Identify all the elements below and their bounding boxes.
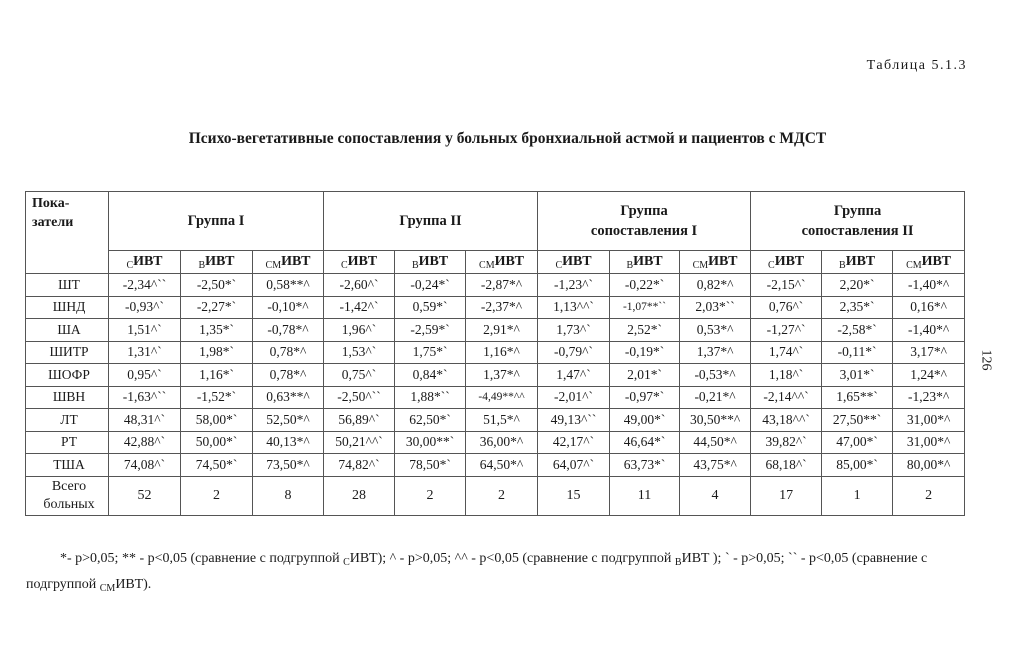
table-cell: 0,78*^ — [253, 364, 324, 387]
table-cell: 1,75*` — [395, 341, 466, 364]
row-label: ЛТ — [26, 409, 109, 432]
table-cell: -0,53*^ — [680, 364, 751, 387]
table-cell: 42,17^` — [538, 431, 610, 454]
table-cell: 80,00*^ — [893, 454, 965, 477]
table-row — [26, 296, 965, 319]
table-cell: 1,53^` — [324, 341, 395, 364]
footnote-text-2: ИВТ); ^ - p>0,05; ^^ - p<0,05 (сравнение с подгруппой — [349, 551, 675, 566]
subgroup-label: ИВТ — [205, 253, 235, 269]
table-cell: 1,98*` — [181, 341, 253, 364]
table-cell: -1,40*^ — [893, 274, 965, 297]
table-cell: 73,50*^ — [253, 454, 324, 477]
table-cell: 39,82^` — [751, 431, 822, 454]
table-cell: 36,00*^ — [466, 431, 538, 454]
table-cell: 1,96^` — [324, 319, 395, 342]
table-cell: 0,76^` — [751, 296, 822, 319]
subgroup-label: ИВТ — [418, 253, 449, 269]
total-cell: 2 — [395, 476, 466, 515]
table-cell: 0,82*^ — [680, 274, 751, 297]
subgroup-subscript: СМ — [479, 259, 495, 271]
document-title: Психо-вегетативные сопоставления у больных бронхиальной астмой и пациентов с МДСТ — [188, 130, 827, 147]
table-cell: 1,13^^` — [538, 296, 610, 319]
table-cell: 43,18^^` — [751, 409, 822, 432]
subgroup-subscript: С — [555, 259, 563, 271]
table-cell: 2,35*` — [822, 296, 893, 319]
table-cell: 2,03*`` — [680, 296, 751, 319]
total-cell: 1 — [822, 476, 893, 515]
subgroup-header — [751, 251, 822, 274]
psycho-vegetative-table — [25, 191, 965, 516]
table-cell: 1,74^` — [751, 341, 822, 364]
table-cell: 2,91*^ — [466, 319, 538, 342]
table-cell: 40,13*^ — [253, 431, 324, 454]
subgroup-label: ИВТ — [845, 253, 876, 269]
table-cell: 44,50*^ — [680, 431, 751, 454]
table-cell: 31,00*^ — [893, 431, 965, 454]
table-cell: -0,79^` — [538, 341, 610, 364]
table-row — [26, 274, 965, 297]
subgroup-header — [893, 251, 965, 274]
table-cell: 51,5*^ — [466, 409, 538, 432]
table-cell: 62,50*` — [395, 409, 466, 432]
table-cell: 74,08^` — [109, 454, 181, 477]
table-cell: 2,20*` — [822, 274, 893, 297]
subgroup-subscript: В — [198, 259, 206, 271]
table-cell: 56,89^` — [324, 409, 395, 432]
total-cell: 2 — [181, 476, 253, 515]
subgroup-label: ИВТ — [494, 253, 524, 269]
table-cell: 1,16*^ — [466, 341, 538, 364]
row-label: ШНД — [26, 296, 109, 319]
subgroup-header — [395, 251, 466, 274]
table-cell: 1,37*^ — [680, 341, 751, 364]
table-cell: -4,49**^^ — [466, 386, 538, 409]
table-cell: 0,75^` — [324, 364, 395, 387]
table-cell: 0,78*^ — [253, 341, 324, 364]
table-row — [26, 364, 965, 387]
table-cell: 1,47^` — [538, 364, 610, 387]
row-label: ТША — [26, 454, 109, 477]
table-cell: -0,11*` — [822, 341, 893, 364]
footnote-sub-3: СМ — [99, 583, 116, 594]
subgroup-header — [538, 251, 610, 274]
table-cell: 0,84*` — [395, 364, 466, 387]
subgroup-header — [610, 251, 680, 274]
subgroup-header-row — [26, 251, 965, 274]
table-cell: -0,78*^ — [253, 319, 324, 342]
table-cell: 64,07^` — [538, 454, 610, 477]
subgroup-label: ИВТ — [281, 253, 311, 269]
table-cell: 46,64*` — [610, 431, 680, 454]
table-cell: 30,00**` — [395, 431, 466, 454]
total-label: Всего больных — [26, 476, 109, 515]
table-cell: -2,01^` — [538, 386, 610, 409]
row-label: ШИТР — [26, 341, 109, 364]
total-cell: 2 — [893, 476, 965, 515]
group-header: Группа II — [324, 192, 538, 251]
table-cell: 42,88^` — [109, 431, 181, 454]
total-cell: 17 — [751, 476, 822, 515]
page-number: 126 — [978, 349, 994, 371]
subgroup-subscript: В — [412, 259, 419, 271]
subgroup-label: ИВТ — [133, 253, 163, 269]
footnote-text-4: ИВТ). — [115, 577, 152, 592]
table-cell: -0,24*` — [395, 274, 466, 297]
total-cell: 11 — [610, 476, 680, 515]
table-cell: -2,59*` — [395, 319, 466, 342]
table-cell: -2,50^`` — [324, 386, 395, 409]
subgroup-label: ИВТ — [562, 253, 592, 269]
total-cell: 4 — [680, 476, 751, 515]
row-label: ШОФР — [26, 364, 109, 387]
table-cell: 1,18^` — [751, 364, 822, 387]
row-label: РТ — [26, 431, 109, 454]
subgroup-header — [822, 251, 893, 274]
table-cell: -1,40*^ — [893, 319, 965, 342]
row-label: ША — [26, 319, 109, 342]
row-label: ШТ — [26, 274, 109, 297]
table-row — [26, 454, 965, 477]
table-cell: 0,59*` — [395, 296, 466, 319]
table-cell: 74,82^` — [324, 454, 395, 477]
table-cell: 49,00*` — [610, 409, 680, 432]
table-cell: 3,01*` — [822, 364, 893, 387]
table-cell: 0,16*^ — [893, 296, 965, 319]
subgroup-label: ИВТ — [774, 253, 805, 269]
table-cell: 78,50*` — [395, 454, 466, 477]
table-cell: -1,23*^ — [893, 386, 965, 409]
table-row — [26, 431, 965, 454]
table-cell: -1,27^` — [751, 319, 822, 342]
table-row — [26, 409, 965, 432]
subgroup-header — [253, 251, 324, 274]
table-cell: -2,58*` — [822, 319, 893, 342]
table-cell: -0,22*` — [610, 274, 680, 297]
table-cell: 50,00*` — [181, 431, 253, 454]
table-cell: 85,00*` — [822, 454, 893, 477]
footnote-text-1: *- p>0,05; ** - p<0,05 (сравнение с подгруппой — [60, 551, 344, 566]
group-header: Группа сопоставления II — [751, 192, 965, 251]
table-cell: 30,50**^ — [680, 409, 751, 432]
table-cell: 47,00*` — [822, 431, 893, 454]
table-cell: -1,63^`` — [109, 386, 181, 409]
table-cell: -2,87*^ — [466, 274, 538, 297]
table-row — [26, 386, 965, 409]
table-cell: 0,53*^ — [680, 319, 751, 342]
subgroup-header — [466, 251, 538, 274]
table-cell: 63,73*` — [610, 454, 680, 477]
row-label: ШВН — [26, 386, 109, 409]
total-row — [26, 476, 965, 515]
total-cell: 2 — [466, 476, 538, 515]
table-cell: 1,65**` — [822, 386, 893, 409]
table-cell: -0,97*` — [610, 386, 680, 409]
table-cell: -1,07**`` — [610, 296, 680, 319]
table-cell: -2,15^` — [751, 274, 822, 297]
group-header-row — [26, 192, 965, 251]
table-cell: 27,50**` — [822, 409, 893, 432]
table-cell: -1,23^` — [538, 274, 610, 297]
table-cell: 0,95^` — [109, 364, 181, 387]
table-cell: 0,58**^ — [253, 274, 324, 297]
table-cell: -2,60^` — [324, 274, 395, 297]
table-cell: 52,50*^ — [253, 409, 324, 432]
total-cell: 15 — [538, 476, 610, 515]
subgroup-subscript: С — [126, 259, 134, 271]
group-header: Группа I — [109, 192, 324, 251]
footnote-text-3: ИВТ ); ` - p>0,05; `` - p<0,05 (сравнение с подгруппой — [26, 551, 928, 592]
table-cell: 1,24*^ — [893, 364, 965, 387]
total-cell: 28 — [324, 476, 395, 515]
table-cell: 74,50*` — [181, 454, 253, 477]
table-cell: 2,01*` — [610, 364, 680, 387]
subgroup-subscript: СМ — [692, 259, 709, 271]
subgroup-label: ИВТ — [633, 253, 663, 269]
table-cell: 1,51^` — [109, 319, 181, 342]
table-row — [26, 341, 965, 364]
table-cell: 1,35*` — [181, 319, 253, 342]
table-cell: -2,34^`` — [109, 274, 181, 297]
table-cell: 58,00*` — [181, 409, 253, 432]
table-cell: 43,75*^ — [680, 454, 751, 477]
table-row — [26, 319, 965, 342]
table-cell: 1,31^` — [109, 341, 181, 364]
subgroup-subscript: С — [341, 259, 348, 271]
table-cell: 2,52*` — [610, 319, 680, 342]
table-cell: -2,14^^` — [751, 386, 822, 409]
subgroup-header — [181, 251, 253, 274]
table-cell: -1,42^` — [324, 296, 395, 319]
subgroup-subscript: В — [839, 259, 846, 271]
table-cell: 0,63**^ — [253, 386, 324, 409]
subgroup-subscript: В — [626, 259, 634, 271]
table-label: Таблица 5.1.3 — [866, 58, 967, 73]
subgroup-header — [109, 251, 181, 274]
footnote-sub-2: В — [674, 557, 682, 568]
footnote — [26, 548, 976, 600]
subgroup-header — [324, 251, 395, 274]
table-cell: -2,37*^ — [466, 296, 538, 319]
subgroup-label: ИВТ — [347, 253, 378, 269]
footnote-sub-1: С — [343, 557, 350, 568]
table-cell: 50,21^^` — [324, 431, 395, 454]
total-cell: 8 — [253, 476, 324, 515]
table-cell: -1,52*` — [181, 386, 253, 409]
table-cell: 49,13^`` — [538, 409, 610, 432]
total-cell: 52 — [109, 476, 181, 515]
table-cell: 48,31^` — [109, 409, 181, 432]
table-cell: -2,50*` — [181, 274, 253, 297]
subgroup-label: ИВТ — [708, 253, 738, 269]
table-cell: 31,00*^ — [893, 409, 965, 432]
table-cell: -0,19*` — [610, 341, 680, 364]
table-cell: -0,21*^ — [680, 386, 751, 409]
table-cell: -0,93^` — [109, 296, 181, 319]
table-cell: 68,18^` — [751, 454, 822, 477]
group-header: Группа сопоставления I — [538, 192, 751, 251]
table-cell: -0,10*^ — [253, 296, 324, 319]
table-cell: -2,27*` — [181, 296, 253, 319]
subgroup-label: ИВТ — [921, 253, 952, 269]
table-cell: 1,88*`` — [395, 386, 466, 409]
table-cell: 1,73^` — [538, 319, 610, 342]
subgroup-subscript: СМ — [265, 259, 282, 271]
table-cell: 1,37*^ — [466, 364, 538, 387]
subgroup-header — [680, 251, 751, 274]
corner-header: Пока- затели — [26, 192, 109, 274]
table-cell: 3,17*^ — [893, 341, 965, 364]
subgroup-subscript: СМ — [906, 259, 922, 271]
subgroup-subscript: С — [768, 259, 775, 271]
table-cell: 1,16*` — [181, 364, 253, 387]
table-cell: 64,50*^ — [466, 454, 538, 477]
